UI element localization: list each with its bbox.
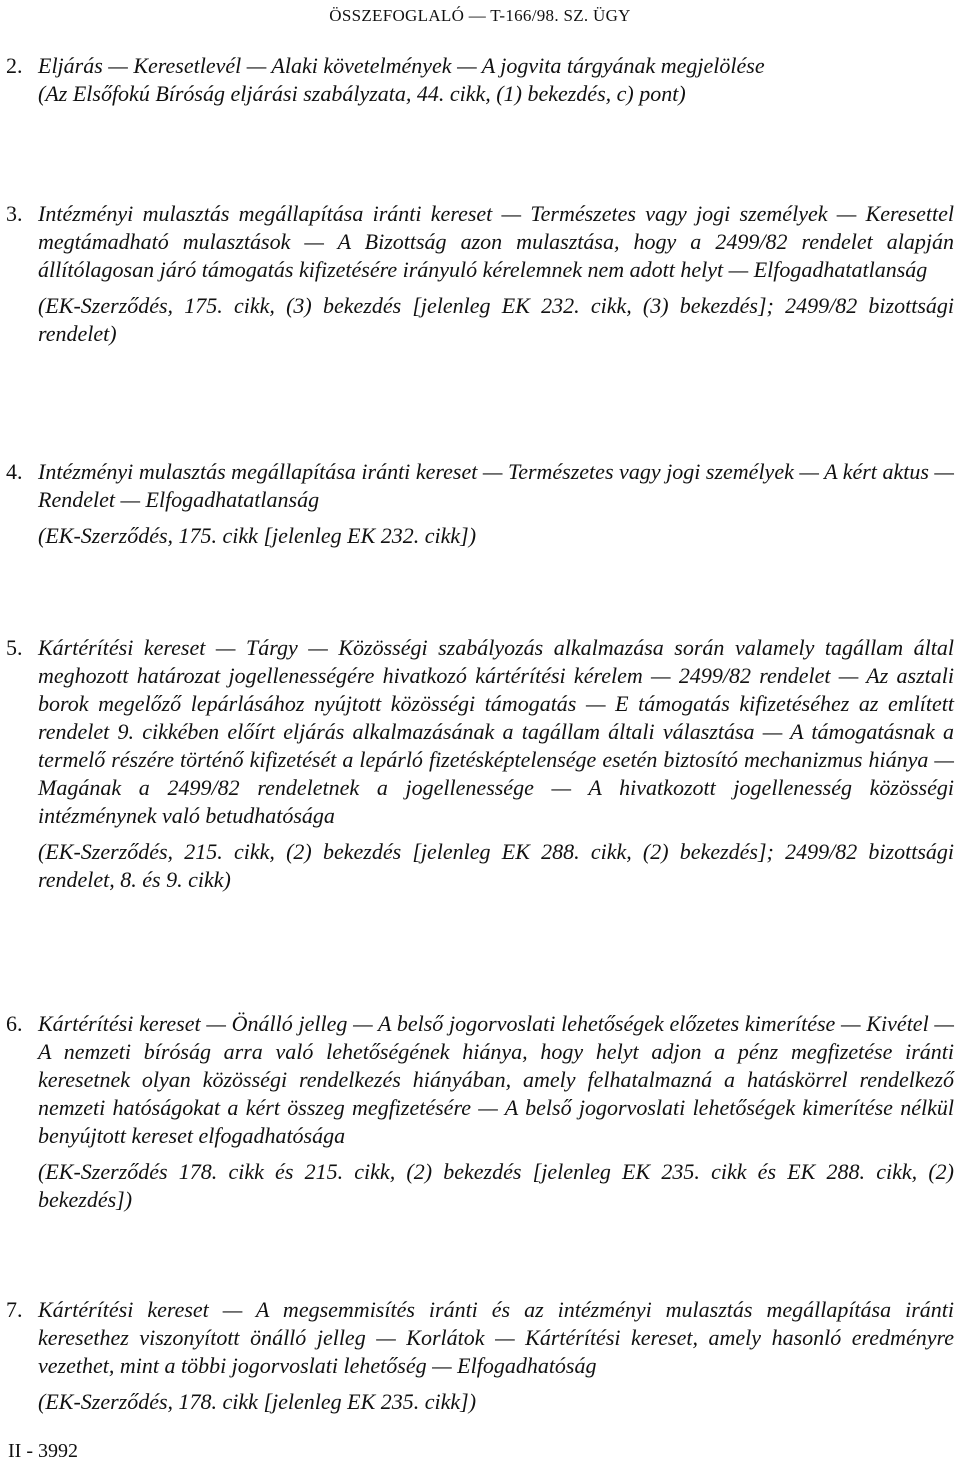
item-reference: (EK-Szerződés, 175. cikk, (3) bekezdés [jelenleg EK 232. cikk, (3) bekezdés]; 2499/82 bizottsági rendelet) bbox=[38, 293, 954, 346]
item-keywords: Intézményi mulasztás megállapítása iránti kereset — Természetes vagy jogi személyek — Keresettel megtámadható mulasztások — A Bizottság azon mulasztása, hogy a 2499/82 rendelet alapján állítólagosan járó támogatás kifizetésére irányuló kérelemnek nem adott helyt — Elfogadhatatlanság bbox=[38, 201, 954, 282]
item-reference: (EK-Szerződés 178. cikk és 215. cikk, (2) bekezdés [jelenleg EK 235. cikk és EK 288. cikk, (2) bekezdés]) bbox=[38, 1159, 954, 1212]
summary-item-6 bbox=[6, 1010, 954, 1214]
item-number: 2. bbox=[6, 53, 23, 78]
item-reference: (EK-Szerződés, 175. cikk [jelenleg EK 232. cikk]) bbox=[38, 523, 477, 548]
running-header: ÖSSZEFOGLALÓ — T-166/98. SZ. ÜGY bbox=[329, 6, 631, 25]
summary-item-5 bbox=[6, 634, 954, 894]
item-number: 4. bbox=[6, 459, 23, 484]
item-keywords: Eljárás — Keresetlevél — Alaki követelmények — A jogvita tárgyának megjelölése bbox=[38, 53, 765, 78]
item-keywords: Kártérítési kereset — A megsemmisítés iránti és az intézményi mulasztás megállapítása iránti keresethez viszonyított önálló jelleg — Korlátok — Kártérítési kereset, amely hasonló eredményre vezethet, mint a többi jogorvoslati lehetőség — Elfogadhatóság bbox=[38, 1297, 954, 1378]
item-keywords: Kártérítési kereset — Tárgy — Közösségi szabályozás alkalmazása során valamely tagállam által meghozott határozat jogellenességére hivatkozó kártérítési kérelem — 2499/82 rendelet — Az asztali borok megelőző lepárlásához nyújtott közösségi támogatás — E támogatás kifizetéséhez az említett rendelet 9. cikkében előírt eljárás alkalmazásának a tagállam általi választása — A támogatásnak a termelő részére történő kifizetését a lepárló fizetésképtelensége esetén biztosító mechanizmus hiánya — Magának a 2499/82 rendeletnek a jogellenessége — A hivatkozott jogellenesség közösségi intézménynek való betudhatósága bbox=[38, 635, 954, 828]
item-number: 3. bbox=[6, 201, 23, 226]
item-number: 5. bbox=[6, 635, 23, 660]
summary-item-7 bbox=[6, 1296, 954, 1416]
item-number: 6. bbox=[6, 1011, 23, 1036]
item-number: 7. bbox=[6, 1297, 23, 1322]
summary-item-3 bbox=[6, 200, 954, 348]
item-reference: (Az Elsőfokú Bíróság eljárási szabályzata, 44. cikk, (1) bekezdés, c) pont) bbox=[38, 81, 686, 106]
item-keywords: Kártérítési kereset — Önálló jelleg — A belső jogorvoslati lehetőségek előzetes kimerítése — Kivétel — A nemzeti bíróság arra való lehetőségének hiánya, hogy helyt adjon a pénz megfizetése iránti keresetnek olyan közösségi rendelkezés hiányában, amely felhatalmazná a hatáskörrel rendelkező nemzeti hatóságokat a kért összeg megfizetésére — A belső jogorvoslati lehetőségek kimerítése nélkül benyújtott kereset elfogadhatósága bbox=[38, 1011, 954, 1148]
summary-item-4 bbox=[6, 458, 954, 550]
page-number: II - 3992 bbox=[8, 1440, 78, 1462]
summary-item-2 bbox=[6, 52, 954, 108]
item-keywords: Intézményi mulasztás megállapítása iránti kereset — Természetes vagy jogi személyek — A kért aktus — Rendelet — Elfogadhatatlanság bbox=[38, 459, 954, 512]
item-reference: (EK-Szerződés, 178. cikk [jelenleg EK 235. cikk]) bbox=[38, 1389, 477, 1414]
item-reference: (EK-Szerződés, 215. cikk, (2) bekezdés [jelenleg EK 288. cikk, (2) bekezdés]; 2499/82 bizottsági rendelet, 8. és 9. cikk) bbox=[38, 839, 954, 892]
